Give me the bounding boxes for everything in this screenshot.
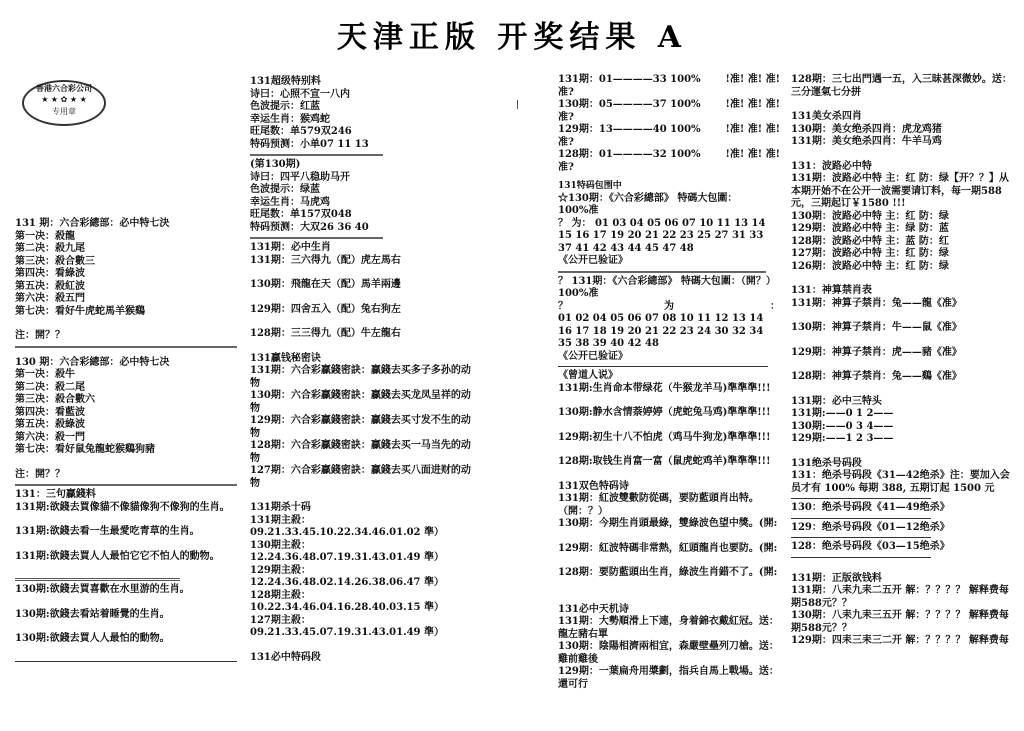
killseg-line: 130：绝杀号码段《41—49绝杀》 <box>791 502 950 513</box>
range-tail: 准? <box>558 161 574 173</box>
tail-numbers: 旺尾数：单157双048 <box>250 209 352 220</box>
zodiac-line: 129期：四舍五入（配）兔右狗左 <box>250 303 401 315</box>
riddle-line: 131期:欲錢去買像貓不像貓像狗不像狗的生肖。 <box>15 501 230 513</box>
poem2-line: 128期：要防藍頭出生肖，綠波生肖錯不了。(開: <box>558 567 778 578</box>
poem: 诗曰：心照不宣一八内 <box>250 88 350 100</box>
zodiac-line: 131期：三六得九（配）虎左馬右 <box>250 254 401 266</box>
taoist-header: 《曾道人说》 <box>558 370 618 381</box>
range-tail: 准? <box>558 111 574 123</box>
column-3 <box>558 74 780 691</box>
heaven-line: 129期：一葉扁舟用槳劃，指兵自馬上戰場。送：還可行 <box>558 666 779 690</box>
zodiac-line: 130期：飛龍在天（配）馬羊兩邊 <box>250 279 401 290</box>
divider <box>558 271 766 273</box>
range-row <box>558 149 780 162</box>
rule-item: 第七决：看好牛虎蛇馬羊猴鷄 <box>15 305 145 317</box>
circle-131-pct: 100%准 <box>558 288 599 299</box>
divider <box>250 154 383 156</box>
three-sentences-header: 131：三句贏錢料 <box>15 489 96 500</box>
secret-line: 127期：六合彩贏錢密訣：贏錢去买八面进财的动物 <box>250 465 471 489</box>
numbers: 01 03 04 05 06 07 10 11 13 14 15 16 17 19 20 21 22 23 25 27 31 33 37 41 42 43 44 45 47 48 <box>558 217 766 254</box>
divider <box>15 578 180 581</box>
note: 注：開？？ <box>15 330 65 341</box>
secret-line: 129期：六合彩贏錢密訣：贏錢去买寸发不生的动物 <box>250 415 471 439</box>
label: ？ 为： <box>558 217 592 229</box>
taoist-line: 129期:初生十八不怕虎（鸡马牛狗龙)準準準!!! <box>558 431 771 443</box>
range-tail: 准? <box>558 86 574 98</box>
wave-line: 127期：波路必中特 主：红 防：绿 <box>791 248 949 259</box>
wave-hint: 色波提示：绿蓝 <box>250 184 320 195</box>
poem2-header: 131双色特码诗 <box>558 480 629 492</box>
special-131-header: 131超级特别料 <box>250 76 321 87</box>
poem: 诗曰：四平八稳助马开 <box>250 171 350 183</box>
divider <box>791 518 931 519</box>
range-left: 128期：01————32 100% <box>558 149 701 160</box>
forbid-line: 129期：神算子禁肖：虎——豬《准》 <box>791 346 962 358</box>
secret-header: 131贏钱秘密诀 <box>250 352 321 364</box>
heads-line: 131期:——0 1 2—— <box>791 408 894 419</box>
q: ？ <box>558 300 568 312</box>
prediction: 特码预测：大双26 36 40 <box>250 221 369 233</box>
heaven-header: 131必中天机诗 <box>558 603 629 615</box>
riddle-line: 130期:欲錢去看站着睡覺的生肖。 <box>15 608 170 620</box>
range-tail: 准? <box>558 136 574 148</box>
rule-item: 第二决：殺九尾 <box>15 243 85 254</box>
lucky-zodiac: 幸运生肖：马虎鸡 <box>250 196 330 208</box>
tail-numbers: 旺尾数：单579双246 <box>250 126 352 137</box>
heaven-line: 131期：大勢順滑上下連，身着錦衣戴紅冠。送：龍左豬右單 <box>558 616 779 640</box>
killseg-header: 131绝杀号码段 <box>791 457 862 469</box>
forbid-header: 131：神算禁肖表 <box>791 285 872 296</box>
verified: 《公开已验证》 <box>558 255 628 266</box>
rule-item: 第一决：殺牛 <box>15 369 75 380</box>
kill-line: 130期主殺： 12.24.36.48.07.19.31.43.01.49 準） <box>250 539 444 563</box>
prediction: 特码预测：小单07 11 13 <box>250 138 369 150</box>
rule-item: 第五决：殺紅波 <box>15 280 85 292</box>
circle-130-title: ☆130期：《六合彩總部》 特碼大包圍： <box>558 192 738 204</box>
divider <box>558 366 768 367</box>
divider <box>15 346 237 348</box>
range-right: !准! 准! 准! <box>725 99 780 110</box>
money-line: 129期：四耒三耒三二开 解：？？？？ 解释费每 <box>791 635 1009 646</box>
wave-hint: 色波提示：红蓝 <box>250 101 320 112</box>
taoist-line: 130期:静水含情萘婷婷（虎蛇兔马鸡)準準準!!! <box>558 407 771 418</box>
rule-item: 第四决：看綠波 <box>15 268 85 279</box>
circle-130-pct: 100%准 <box>558 205 599 216</box>
taoist-line: 128期:取钱生肖富一富（鼠虎蛇鸡羊)準準準!!! <box>558 456 771 467</box>
zodiac-line: 128期：三三得九（配）牛左龍右 <box>250 328 401 339</box>
circle-131-label-row <box>558 301 780 314</box>
range-right: !准! 准! 准! <box>725 74 780 85</box>
kill-line: 129期主殺： 12.24.36.48.02.14.26.38.06.47 準） <box>250 564 444 588</box>
wave-line: 130期：波路必中特 主：红 防：绿 <box>791 210 949 222</box>
beauty-line: 131期：美女绝杀四肖：牛羊马鸡 <box>791 136 942 147</box>
stamp-top-text: 香港六合彩公司 <box>36 83 92 93</box>
rule-item: 第四决：看藍波 <box>15 406 85 418</box>
note: 注：開？？ <box>15 468 65 480</box>
range-left: 131期：01————33 100% <box>558 74 701 85</box>
colon: ： <box>770 300 780 312</box>
wave-line: 126期：波路必中特 主：红 防：绿 <box>791 260 949 272</box>
column-2 <box>250 76 480 664</box>
range-right: !准! 准! 准! <box>725 124 780 135</box>
rule-item: 第五决：殺綠波 <box>15 419 85 430</box>
column-4 <box>791 74 1016 648</box>
rule-item: 第二决：殺二尾 <box>15 381 85 393</box>
column-1 <box>15 218 237 665</box>
poem2-line: 130期：今期生肖頭最綠，雙綠波色望中獎。(開: <box>558 518 778 529</box>
wei: 为 <box>664 300 674 312</box>
taoist-line: 131期:生肖命本带绿花（牛猴龙羊马)準準準!!! <box>558 382 771 394</box>
kill-line: 127期主殺： 09.21.33.45.07.19.31.43.01.49 準） <box>250 614 444 638</box>
divider <box>250 237 383 239</box>
heads-line: 130期:——0 3 4—— <box>791 420 894 432</box>
stamp-stars: ★ ★ ✿ ★ ★ <box>41 95 87 104</box>
kill-line: 128期主殺： 10.22.34.46.04.16.28.40.03.15 準） <box>250 589 444 613</box>
heaven-line: 130期：陰陽相濟兩相宜，森嚴壁壘列刀槍。送：雞前雞後 <box>558 641 779 665</box>
footer-header: 131必中特码段 <box>250 651 321 663</box>
range-row <box>558 99 780 112</box>
page-title: 天津正版 开奖结果 A <box>336 20 688 55</box>
beauty-header: 131美女杀四肖 <box>791 111 862 122</box>
riddle-line: 131期:欲錢去買人人最怕它它不怕人的動物。 <box>15 550 220 562</box>
secret-line: 131期：六合彩贏錢密訣：贏錢去买多子多孙的动物 <box>250 365 471 389</box>
verified: 《公开已验证》 <box>558 350 628 362</box>
stamp-seal <box>22 80 106 126</box>
zodiac-header: 131期：必中生肖 <box>250 242 331 253</box>
stamp-bottom-text: 专用章 <box>52 107 76 116</box>
wave-line: 129期：波路必中特 主：绿 防：蓝 <box>791 223 949 234</box>
circle-131-title: ？ 131期：《六合彩總部》 特碼大包圍：（開？） <box>558 275 776 287</box>
riddle-line: 130期:欲錢去買喜歡在水里游的生肖。 <box>15 584 190 595</box>
forbid-line: 128期：神算子禁肖：兔——鷄《准》 <box>791 371 962 382</box>
rule-item: 第六决：殺一門 <box>15 431 85 443</box>
secret-line: 128期：六合彩贏錢密訣：贏錢去买一马当先的动物 <box>250 440 471 464</box>
beauty-line: 130期：美女绝杀四肖：虎龙鸡猪 <box>791 123 942 135</box>
killseg-line: 129：绝杀号码段《01—12绝杀》 <box>791 521 950 533</box>
range-left: 130期：05————37 100% <box>558 99 701 110</box>
money-line: 131期：八耒九耒二五开 解：？？？？ 解释费每期588元？？ <box>791 585 1009 609</box>
wave-header: 131：波路必中特 <box>791 160 872 172</box>
divider <box>15 661 237 662</box>
top-line: 128期：三七出門遇一五，入三昧甚深微妙。送：三分運氣七分拼 <box>791 74 1012 98</box>
lucky-zodiac: 幸运生肖：猴鸡蛇 <box>250 113 330 125</box>
special-130-header: (第130期) <box>250 159 301 170</box>
money-header: 131期：正版欲钱料 <box>791 572 882 584</box>
poem2-line: 131期：紅波雙數防從碼，要防藍頭肖出特。（開：？） <box>558 493 759 517</box>
killseg-first: 131：绝杀号码段《31—42绝杀》注：要加入会员才有 100% 每期 388, 五期订起 1500 元 <box>791 470 1010 494</box>
seven-rules-130-header: 130 期：六合彩總部：必中特七决 <box>15 356 170 368</box>
divider <box>791 557 931 558</box>
big-circle-header: 131特码包围中 <box>558 181 622 191</box>
seven-rules-131-header: 131 期：六合彩總部：必中特七決 <box>15 218 170 229</box>
heads-header: 131期：必中三特头 <box>791 395 882 407</box>
killseg-line: 128：绝杀号码段《03—15绝杀》 <box>791 541 950 552</box>
divider <box>791 537 931 538</box>
stray-mark <box>517 100 518 109</box>
circle-131-nums: 01 02 04 05 06 07 08 10 11 12 13 14 16 17 18 19 20 21 22 23 24 30 32 34 35 38 39 40 42 48 <box>558 313 764 349</box>
wave-line: 128期：波路必中特 主：蓝 防：红 <box>791 235 949 247</box>
riddle-line: 131期:欲錢去看一生最愛吃青草的生肖。 <box>15 526 200 537</box>
divider <box>791 498 931 499</box>
kill-line: 131期主殺： 09.21.33.45.10.22.34.46.01.02 準） <box>250 514 444 538</box>
forbid-line: 131期：神算子禁肖：兔——龍《准》 <box>791 297 962 309</box>
forbid-line: 130期：神算子禁肖：牛——鼠《准》 <box>791 322 962 333</box>
rule-item: 第三决：殺合數三 <box>15 255 95 267</box>
wave-first: 131期：波路必中特 主：红 防：绿【开？？】从本期开始不在公开一波需要请订料，每一期588元，三期起订￥1580 !!! <box>791 173 1009 209</box>
money-line: 130期：八耒九耒三五开 解：？？？？ 解释费每期588元？？ <box>791 610 1009 634</box>
rule-item: 第三决：殺合數六 <box>15 394 95 405</box>
poem2-line: 129期：紅波特碼非常熱，紅頭龍肖也要防。(開: <box>558 542 778 554</box>
riddle-line: 130期:欲錢去買人人最怕的動物。 <box>15 633 170 644</box>
rule-item: 第七决：看好鼠兔龍蛇猴鷄狗豬 <box>15 444 155 455</box>
range-right: !准! 准! 准! <box>725 149 780 160</box>
circle-130-nums <box>558 218 780 256</box>
heads-line: 129期:——1 2 3—— <box>791 433 894 444</box>
divider <box>15 484 237 486</box>
secret-line: 130期：六合彩贏錢密訣：贏錢去买龙凤呈祥的动物 <box>250 390 471 414</box>
kill-ten-header: 131期杀十码 <box>250 502 311 513</box>
rule-item: 第六决：殺五門 <box>15 293 85 304</box>
rule-item: 第一决：殺龍 <box>15 230 75 242</box>
range-row <box>558 124 780 137</box>
range-row <box>558 74 780 87</box>
range-left: 129期：13————40 100% <box>558 124 701 135</box>
